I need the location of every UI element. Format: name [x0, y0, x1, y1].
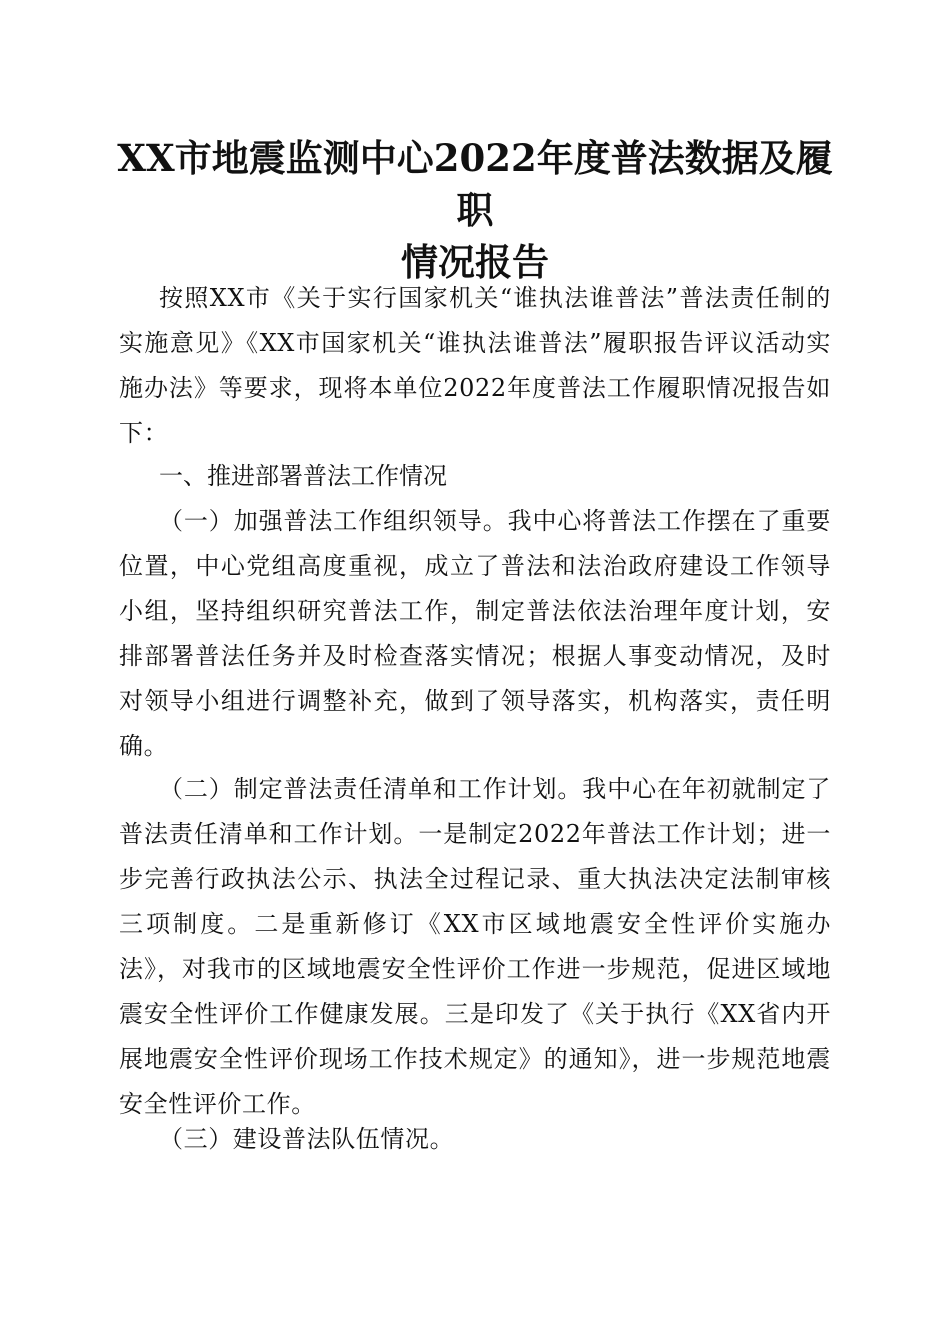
- item-1-lead: （一）加强普法工作组织领导。: [159, 507, 508, 535]
- item-1-paragraph: [119, 499, 831, 769]
- item-2-text: 我中心在年初就制定了普法责任清单和工作计划。一是制定2022年普法工作计划；进一步完善行政执法公示、执法全过程记录、重大执法决定法制审核三项制度。二是重新修订《XX市区域地震安全性评价实施办法》，对我市的区域地震安全性评价工作进一步规范，促进区域地震安全性评价工作健康发展。三是印发了《关于执行《XX省内开展地震安全性评价现场工作技术规定》的通知》，进一步规范地震安全性评价工作。: [119, 775, 831, 1118]
- title-line-2: 情况报告: [401, 240, 549, 284]
- document-title: [100, 132, 850, 288]
- section-1-heading: 一、推进部署普法工作情况: [159, 462, 447, 490]
- item-3-paragraph: [119, 1117, 831, 1162]
- item-2-lead: （二）制定普法责任清单和工作计划。: [159, 775, 583, 803]
- intro-paragraph: 按照XX市《关于实行国家机关“谁执法谁普法”普法责任制的实施意见》《XX市国家机关“谁执法谁普法”履职报告评议活动实施办法》等要求，现将本单位2022年度普法工作履职情况报告如下：: [119, 284, 831, 447]
- title-line-1: XX市地震监测中心2022年度普法数据及履职: [117, 136, 833, 232]
- item-2-paragraph: [119, 767, 831, 1127]
- item-1-text: 我中心将普法工作摆在了重要位置，中心党组高度重视，成立了普法和法治政府建设工作领导小组，坚持组织研究普法工作，制定普法依法治理年度计划，安排部署普法任务并及时检查落实情况；根据人事变动情况，及时对领导小组进行调整补充，做到了领导落实，机构落实，责任明确。: [119, 507, 831, 760]
- item-3-lead: （三）建设普法队伍情况。: [159, 1125, 455, 1153]
